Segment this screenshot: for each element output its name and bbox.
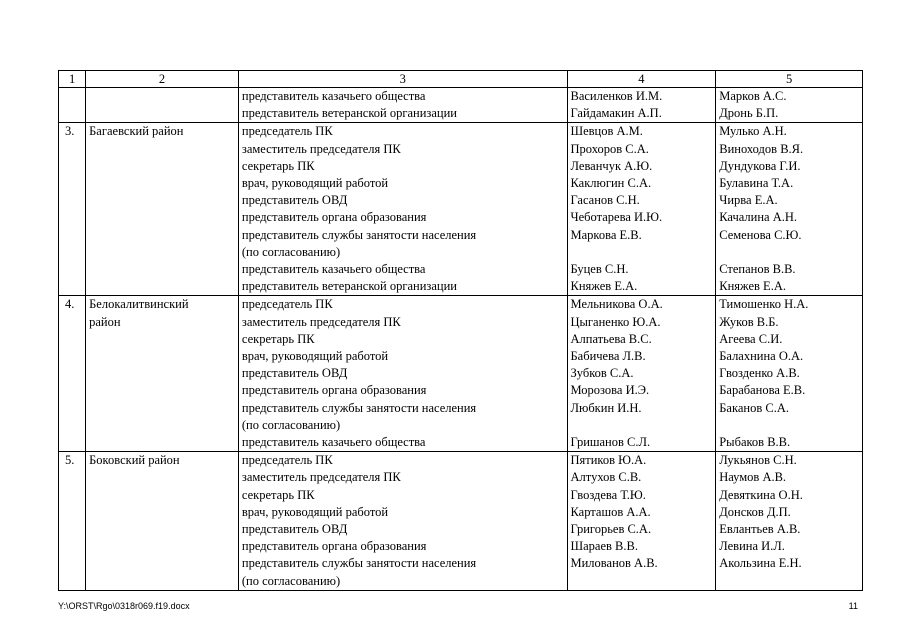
- member-name: Цыганенко Ю.А.: [570, 314, 661, 329]
- deputy-name: Тимошенко Н.А.: [719, 297, 809, 312]
- member-name: Княжев Е.А.: [570, 279, 638, 294]
- district-name: район: [89, 314, 121, 329]
- member-name: Мельникова О.А.: [570, 297, 663, 312]
- district-cell: [86, 123, 239, 296]
- header-col-2: 2: [86, 71, 239, 88]
- role-line: представитель казачьего общества: [241, 262, 426, 277]
- role-line: представитель службы занятости населения: [241, 556, 477, 571]
- roles-cell: [238, 123, 567, 296]
- member-name: Леванчук А.Ю.: [570, 158, 653, 173]
- role-line: представитель органа образования: [241, 383, 427, 398]
- footer-file-path: Y:\ORST\Rgo\0318r069.f19.docx: [58, 601, 190, 611]
- header-col-5: 5: [716, 71, 863, 88]
- member-name: Маркова Е.В.: [570, 227, 642, 242]
- deputy-name: Дундукова Г.И.: [719, 158, 801, 173]
- district-cell: [86, 452, 239, 591]
- member-name: Буцев С.Н.: [570, 262, 629, 277]
- member-name: Василенков И.М.: [570, 89, 663, 103]
- deputy-name: [719, 417, 862, 434]
- deputy-name: Гвозденко А.В.: [719, 366, 800, 381]
- deputy-name: Мулько А.Н.: [719, 124, 787, 139]
- district-row: [59, 452, 863, 591]
- deputy-name: Донсков Д.П.: [719, 504, 791, 519]
- deputy-name: Лукьянов С.Н.: [719, 453, 797, 468]
- deputy-name: Акользина Е.Н.: [719, 556, 802, 571]
- role-line: представитель органа образования: [241, 210, 427, 225]
- members-cell: [567, 123, 716, 296]
- deputy-name: Рыбаков В.В.: [719, 435, 791, 450]
- deputy-name: Левина И.Л.: [719, 539, 785, 554]
- role-line: секретарь ПК: [241, 158, 315, 173]
- commission-table: [58, 70, 863, 591]
- row-number-cell: [59, 123, 86, 296]
- continuation-district-cell: [86, 88, 239, 123]
- role-line: председатель ПК: [241, 453, 333, 468]
- role-line: представитель ОВД: [241, 522, 348, 537]
- member-name: Алтухов С.В.: [570, 470, 642, 485]
- role-line: заместитель председателя ПК: [241, 141, 401, 156]
- member-name: Пятиков Ю.А.: [570, 453, 647, 468]
- role-line: представитель службы занятости населения: [241, 400, 477, 415]
- member-name: Милованов А.В.: [570, 556, 658, 571]
- deputy-name: Баканов С.А.: [719, 400, 789, 415]
- role-line: секретарь ПК: [241, 331, 315, 346]
- row-number: 4.: [65, 297, 75, 312]
- role-line: представитель органа образования: [241, 539, 427, 554]
- row-number-cell: [59, 296, 86, 452]
- roles-cell: [238, 296, 567, 452]
- member-name: Гвоздева Т.Ю.: [570, 487, 646, 502]
- role-line: секретарь ПК: [241, 487, 315, 502]
- deputy-name: Степанов В.В.: [719, 262, 796, 277]
- district-row: [59, 123, 863, 296]
- deputy-name: Качалина А.Н.: [719, 210, 797, 225]
- district-row: [59, 296, 863, 452]
- deputy-name: Чирва Е.А.: [719, 193, 778, 208]
- member-name: Гайдамакин А.П.: [570, 106, 662, 121]
- member-name: Шараев В.В.: [570, 539, 638, 554]
- role-line: врач, руководящий работой: [241, 349, 389, 364]
- deputy-name: Булавина Т.А.: [719, 176, 794, 191]
- footer-page-number: 11: [848, 601, 858, 611]
- role-line: представитель службы занятости населения: [241, 227, 477, 242]
- deputy-name: Балахнина О.А.: [719, 349, 804, 364]
- role-line: представитель казачьего общества: [241, 89, 426, 103]
- deputy-name: Виноходов В.Я.: [719, 141, 804, 156]
- deputy-name: Княжев Е.А.: [719, 279, 786, 294]
- continuation-num-cell: [59, 88, 86, 123]
- header-col-4: 4: [567, 71, 716, 88]
- member-name: Гасанов С.Н.: [570, 193, 640, 208]
- role-line: врач, руководящий работой: [241, 504, 389, 519]
- member-name: Григорьев С.А.: [570, 522, 652, 537]
- member-name: Любкин И.Н.: [570, 400, 642, 415]
- member-name: Прохоров С.А.: [570, 141, 649, 156]
- deputy-name: Дронь Б.П.: [719, 106, 779, 121]
- role-line: представитель ветеранской организации: [241, 279, 457, 294]
- member-name: Зубков С.А.: [570, 366, 634, 381]
- continuation-row: [59, 88, 863, 123]
- continuation-roles-cell: [238, 88, 567, 123]
- deputy-name: Агеева С.И.: [719, 331, 783, 346]
- member-name: Карташов А.А.: [570, 504, 651, 519]
- role-line: заместитель председателя ПК: [241, 470, 401, 485]
- member-name: [571, 417, 716, 434]
- member-name: Шевцов А.М.: [570, 124, 643, 139]
- deputy-name: Евлантьев А.В.: [719, 522, 801, 537]
- deputies-cell: [716, 296, 863, 452]
- deputy-name: [719, 244, 862, 261]
- district-name: Белокалитвинский: [89, 297, 189, 312]
- roles-cell: [238, 452, 567, 591]
- continuation-col4-cell: [567, 88, 716, 123]
- member-name: Каклюгин С.А.: [570, 176, 652, 191]
- header-row: [59, 71, 863, 88]
- member-name: Бабичева Л.В.: [570, 349, 646, 364]
- continuation-col5-cell: [716, 88, 863, 123]
- deputy-name: [719, 573, 862, 590]
- deputy-name: Семенова С.Ю.: [719, 227, 802, 242]
- role-line: представитель казачьего общества: [241, 435, 426, 450]
- role-line: представитель ОВД: [241, 366, 348, 381]
- member-name: Алпатьева В.С.: [570, 331, 652, 346]
- header-col-1: 1: [59, 71, 86, 88]
- district-cell: [86, 296, 239, 452]
- row-number: 3.: [65, 124, 75, 139]
- role-line: (по согласованию): [241, 573, 341, 588]
- member-name: Чеботарева И.Ю.: [570, 210, 663, 225]
- role-line: представитель ветеранской организации: [241, 106, 457, 121]
- role-line: заместитель председателя ПК: [241, 314, 401, 329]
- member-name: Морозова И.Э.: [570, 383, 650, 398]
- members-cell: [567, 296, 716, 452]
- deputies-cell: [716, 123, 863, 296]
- deputies-cell: [716, 452, 863, 591]
- role-line: (по согласованию): [241, 244, 341, 259]
- district-name: Боковский район: [89, 453, 180, 468]
- role-line: председатель ПК: [241, 297, 333, 312]
- member-name: Гришанов С.Л.: [570, 435, 651, 450]
- row-number-cell: [59, 452, 86, 591]
- row-number: 5.: [65, 453, 75, 468]
- deputy-name: Жуков В.Б.: [719, 314, 779, 329]
- district-name: Багаевский район: [89, 124, 184, 139]
- deputy-name: Барабанова Е.В.: [719, 383, 806, 398]
- role-line: (по согласованию): [241, 417, 341, 432]
- role-line: представитель ОВД: [241, 193, 348, 208]
- role-line: врач, руководящий работой: [241, 176, 389, 191]
- member-name: [571, 244, 716, 261]
- deputy-name: Девяткина О.Н.: [719, 487, 803, 502]
- deputy-name: Наумов А.В.: [719, 470, 787, 485]
- role-line: председатель ПК: [241, 124, 333, 139]
- member-name: [571, 573, 716, 590]
- members-cell: [567, 452, 716, 591]
- deputy-name: Марков А.С.: [719, 89, 787, 103]
- header-col-3: 3: [238, 71, 567, 88]
